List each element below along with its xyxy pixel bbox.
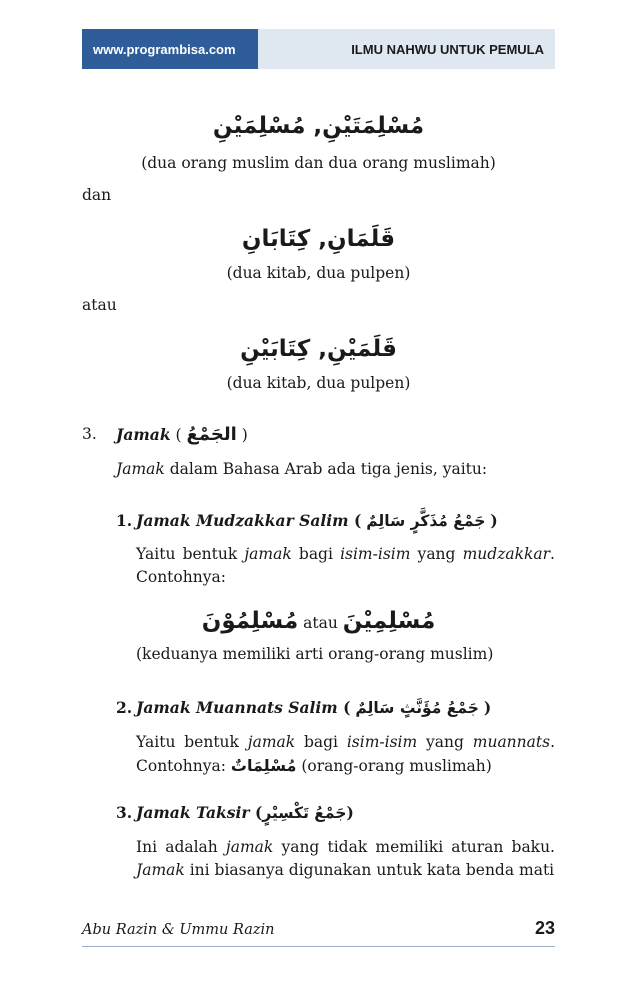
item-1-text-1: Yaitu bentuk xyxy=(136,545,245,563)
footer-divider xyxy=(82,946,555,947)
website-label: www.programbisa.com xyxy=(82,29,258,69)
item-3-paren-open: ( xyxy=(249,803,263,822)
section-3-heading xyxy=(116,423,248,447)
item-1-number: 1. xyxy=(116,511,133,530)
footer-authors: Abu Razin & Ummu Razin xyxy=(82,922,275,938)
example-3-arabic: قَلَمَيْنِ, كِتَابَيْنِ xyxy=(240,336,397,362)
item-1-description xyxy=(136,543,555,589)
item-1-example xyxy=(82,608,555,634)
connector-atau: atau xyxy=(82,296,117,314)
item-1-paren-open: ( xyxy=(348,511,362,530)
section-3-intro-rest: dalam Bahasa Arab ada tiga jenis, yaitu: xyxy=(164,460,488,478)
item-3-description xyxy=(136,836,555,882)
item-2-text-1: Yaitu bentuk xyxy=(136,733,248,751)
section-3-paren-open: ( xyxy=(170,426,182,444)
section-3-paren-close: ) xyxy=(241,426,248,444)
item-1-term-isim: isim-isim xyxy=(340,545,411,563)
page-header xyxy=(82,29,555,69)
item-1-example-connector: atau xyxy=(298,614,343,632)
example-1-arabic: مُسْلِمَتَيْنِ, مُسْلِمَيْنِ xyxy=(212,113,425,139)
connector-dan: dan xyxy=(82,186,112,204)
example-2-arabic: قَلَمَانِ, كِتَابَانِ xyxy=(241,226,396,252)
item-1-text-2: bagi xyxy=(291,545,341,563)
section-3-intro-term: Jamak xyxy=(116,460,165,478)
example-1-meaning: (dua orang muslim dan dua orang muslimah) xyxy=(141,154,496,172)
item-1-text-3: yang xyxy=(410,545,463,563)
item-2-text-2: bagi xyxy=(295,733,347,751)
item-1-title: Jamak Mudzakkar Salim xyxy=(136,511,349,530)
item-2-paren-close: ) xyxy=(483,698,492,717)
item-2-example-meaning: (orang-orang muslimah) xyxy=(296,757,492,775)
item-1-term-jamak: jamak xyxy=(244,545,292,563)
item-1-example-meaning: (keduanya memiliki arti orang-orang muslim) xyxy=(136,645,494,663)
item-1-heading xyxy=(136,509,498,533)
item-1-arabic: جَمْعُ مُذَكَّرٍ سَالِمٌ xyxy=(366,512,486,530)
section-3-number: 3. xyxy=(82,425,97,443)
item-2-term-muannats: muannats xyxy=(472,733,551,751)
item-3-term-jamak: jamak xyxy=(225,838,274,856)
item-2-description xyxy=(136,731,555,778)
item-1-paren-close: ) xyxy=(490,511,498,530)
item-2-text-3: yang xyxy=(417,733,473,751)
item-1-text-4: . Contohnya: xyxy=(136,545,555,586)
item-3-heading xyxy=(136,801,354,825)
item-3-text-2: yang tidak memiliki aturan baku. xyxy=(273,838,555,856)
example-3-meaning: (dua kitab, dua pulpen) xyxy=(226,374,411,392)
item-3-text-1: Ini adalah xyxy=(136,838,226,856)
section-3-intro xyxy=(116,458,487,481)
item-1-term-mudzakkar: mudzakkar xyxy=(462,545,551,563)
item-2-term-jamak: jamak xyxy=(247,733,296,751)
item-3-term-jamak-2: Jamak xyxy=(136,861,185,879)
item-2-arabic: جَمْعُ مُؤَنَّثٍ سَالِمٌ xyxy=(355,699,479,717)
item-2-term-isim: isim-isim xyxy=(346,733,418,751)
item-3-number: 3. xyxy=(116,803,133,822)
item-2-number: 2. xyxy=(116,698,133,717)
section-3-title: Jamak xyxy=(116,425,171,444)
book-title: ILMU NAHWU UNTUK PEMULA xyxy=(258,29,555,69)
item-3-text-3: ini biasanya digunakan untuk kata benda mati xyxy=(184,861,555,879)
section-3-arabic: الجَمْعُ xyxy=(186,424,237,445)
item-1-example-ar-2: مُسْلِمُوْنَ xyxy=(201,608,299,634)
example-2-meaning: (dua kitab, dua pulpen) xyxy=(226,264,411,282)
item-3-arabic: جَمْعُ تَكْسِيْرٍ xyxy=(262,804,347,822)
item-2-heading xyxy=(136,696,491,720)
item-3-paren-close: ) xyxy=(346,803,354,822)
item-2-example-arabic: مُسْلِمَاتٌ xyxy=(230,756,297,775)
item-2-title: Jamak Muannats Salim xyxy=(136,698,338,717)
page-number: 23 xyxy=(534,918,555,938)
item-3-title: Jamak Taksir xyxy=(136,803,250,822)
item-1-example-ar-1: مُسْلِمِيْنَ xyxy=(342,608,436,634)
item-2-paren-open: ( xyxy=(337,698,351,717)
item-2-text-4: . Contohnya: xyxy=(136,733,556,775)
